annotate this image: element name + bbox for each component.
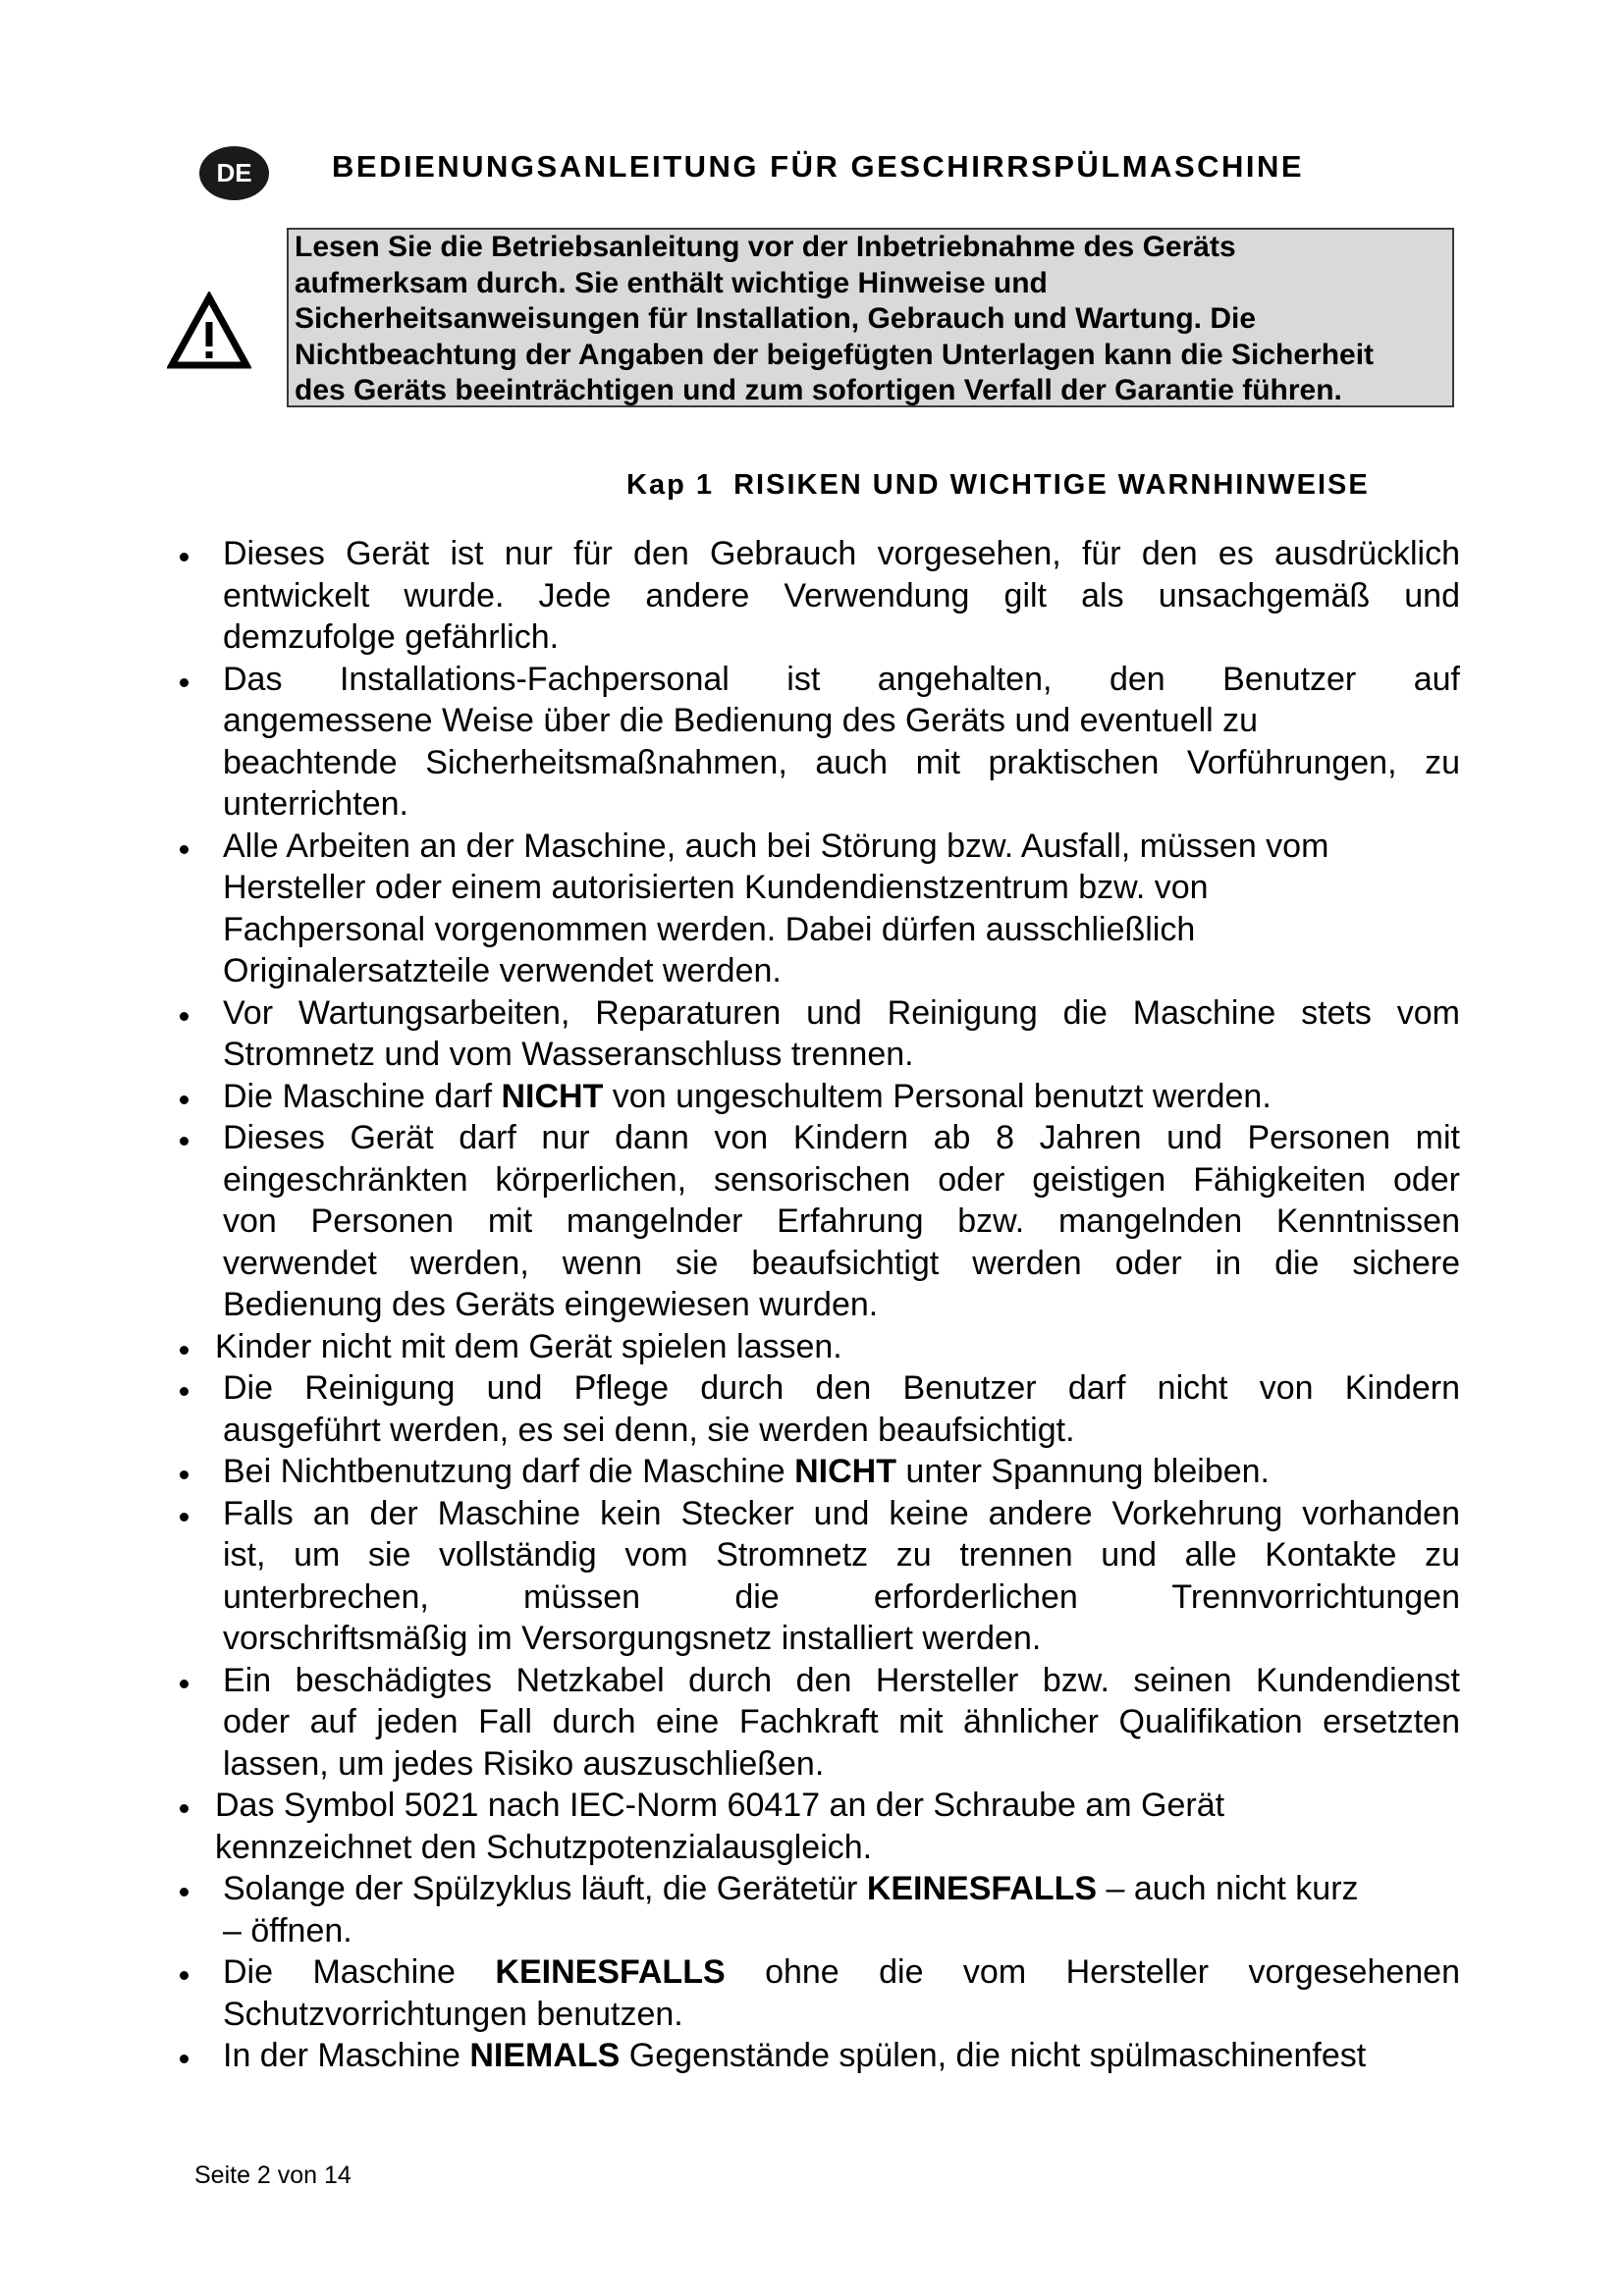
list-item-line <box>223 1868 1460 1910</box>
list-item-line: Schutzvorrichtungen benutzen. <box>223 1995 683 2033</box>
list-item <box>172 1451 1468 1493</box>
list-item-line: eingeschränkten körperlichen, sensorischen oder geistigen Fähigkeiten oder <box>223 1160 1460 1199</box>
list-item-line: Dieses Gerät ist nur für den Gebrauch vorgesehen, für den es ausdrücklich <box>223 535 1460 572</box>
notice-line: Nichtbeachtung der Angaben der beigefügten Unterlagen kann die Sicherheit <box>295 338 1375 371</box>
list-item-line: demzufolge gefährlich. <box>223 618 560 656</box>
warning-list <box>172 533 1468 2077</box>
list-item-line: unterbrechen, müssen die erforderlichen Trennvorrichtungen <box>223 1577 1460 1616</box>
list-item <box>172 2035 1468 2077</box>
emphasis-text: KEINESFALLS <box>866 1870 1098 1907</box>
list-item-line: unterrichten. <box>223 785 408 823</box>
bullet-icon <box>180 678 189 687</box>
list-item <box>172 1660 1468 1786</box>
line-text: Die Maschine <box>223 1953 496 1991</box>
list-item-line <box>223 1951 1460 1994</box>
chapter-heading <box>626 469 1370 502</box>
list-item-line: vorschriftsmäßig im Versorgungsnetz installiert werden. <box>223 1620 1042 1657</box>
list-item-line: angemessene Weise über die Bedienung des Geräts und eventuell zu <box>223 702 1259 739</box>
bullet-icon <box>180 1346 189 1355</box>
list-item <box>172 1951 1468 2035</box>
bullet-icon <box>180 1804 189 1813</box>
list-item-line: Vor Wartungsarbeiten, Reparaturen und Reinigung die Maschine stets vom <box>223 993 1460 1032</box>
chapter-number: Kap 1 <box>626 469 714 501</box>
line-text: ohne die vom Hersteller vorgesehenen <box>725 1953 1460 1991</box>
list-item-line: Alle Arbeiten an der Maschine, auch bei Störung bzw. Ausfall, müssen vom <box>223 827 1329 865</box>
notice-line: des Geräts beeinträchtigen und zum sofortigen Verfall der Garantie führen. <box>295 374 1342 406</box>
list-item-line: ausgeführt werden, es sei denn, sie werden beaufsichtigt. <box>223 1411 1075 1449</box>
line-text: Solange der Spülzyklus läuft, die Gerätetür <box>223 1870 867 1907</box>
list-item-line: Ein beschädigtes Netzkabel durch den Hersteller bzw. seinen Kundendienst <box>223 1661 1460 1699</box>
list-item-line <box>223 1076 1460 1118</box>
list-item <box>172 1117 1468 1326</box>
list-item <box>172 1493 1468 1660</box>
list-item-line: Bedienung des Geräts eingewiesen wurden. <box>223 1286 879 1323</box>
list-item <box>172 1076 1468 1118</box>
list-item-line: ist, um sie vollständig vom Stromnetz zu trennen und alle Kontakte zu <box>223 1536 1460 1574</box>
emphasis-text: NICHT <box>501 1077 604 1115</box>
list-item <box>172 1367 1468 1451</box>
list-item-line: oder auf jeden Fall durch eine Fachkraft mit ähnlicher Qualifikation ersetzten <box>223 1703 1460 1740</box>
safety-notice-box <box>287 228 1454 407</box>
bullet-icon <box>180 1513 189 1522</box>
list-item <box>172 533 1468 659</box>
notice-line: Lesen Sie die Betriebsanleitung vor der Inbetriebnahme des Geräts <box>295 231 1236 263</box>
list-item <box>172 1326 1468 1368</box>
bullet-icon <box>180 1012 189 1021</box>
list-item-line: – öffnen. <box>223 1911 352 1949</box>
line-text: Die Maschine darf <box>223 1077 502 1115</box>
bullet-icon <box>180 1387 189 1396</box>
list-item-line: beachtende Sicherheitsmaßnahmen, auch mit praktischen Vorführungen, zu <box>223 743 1460 781</box>
list-item-line: Stromnetz und vom Wasseranschluss trennen. <box>223 1036 914 1073</box>
bullet-icon <box>180 1095 189 1104</box>
line-text: von ungeschultem Personal benutzt werden. <box>603 1077 1272 1115</box>
list-item-line: lassen, um jedes Risiko auszuschließen. <box>223 1744 825 1783</box>
document-title: BEDIENUNGSANLEITUNG FÜR GESCHIRRSPÜLMASCHINE <box>332 149 1305 184</box>
list-item-line: Originalersatzteile verwendet werden. <box>223 952 782 989</box>
bullet-icon <box>180 1470 189 1479</box>
bullet-icon <box>180 1888 189 1896</box>
warning-triangle-icon <box>167 292 251 370</box>
list-item-line: Kinder nicht mit dem Gerät spielen lassen. <box>215 1327 842 1365</box>
chapter-title: RISIKEN UND WICHTIGE WARNHINWEISE <box>733 469 1370 501</box>
list-item-line: Das Symbol 5021 nach IEC-Norm 60417 an der Schraube am Gerät <box>215 1787 1225 1824</box>
line-text: In der Maschine <box>223 2037 470 2074</box>
list-item-line: Die Reinigung und Pflege durch den Benutzer darf nicht von Kindern <box>223 1369 1460 1407</box>
list-item-line: Fachpersonal vorgenommen werden. Dabei dürfen ausschließlich <box>223 910 1196 948</box>
list-item-line: von Personen mit mangelnder Erfahrung bzw. mangelnden Kenntnissen <box>223 1202 1460 1240</box>
list-item-line: kennzeichnet den Schutzpotenzialausgleich. <box>215 1828 873 1866</box>
emphasis-text: NIEMALS <box>469 2037 621 2074</box>
list-item <box>172 1785 1468 1868</box>
page-number: Seite 2 von 14 <box>194 2162 352 2189</box>
bullet-icon <box>180 2055 189 2063</box>
list-item-line <box>223 2035 1460 2077</box>
bullet-icon <box>180 553 189 561</box>
list-item-line: Dieses Gerät darf nur dann von Kindern ab 8 Jahren und Personen mit <box>223 1119 1460 1156</box>
notice-line: aufmerksam durch. Sie enthält wichtige Hinweise und <box>295 266 1048 299</box>
line-text: Gegenstände spülen, die nicht spülmaschinenfest <box>620 2037 1367 2074</box>
list-item-line: Hersteller oder einem autorisierten Kundendienstzentrum bzw. von <box>223 869 1209 906</box>
notice-line: Sicherheitsanweisungen für Installation, Gebrauch und Wartung. Die <box>295 302 1257 335</box>
line-text: Bei Nichtbenutzung darf die Maschine <box>223 1453 795 1490</box>
list-item-line: Falls an der Maschine kein Stecker und keine andere Vorkehrung vorhanden <box>223 1494 1460 1532</box>
emphasis-text: NICHT <box>794 1453 897 1490</box>
emphasis-text: KEINESFALLS <box>495 1953 726 1991</box>
language-badge: DE <box>199 146 269 200</box>
bullet-icon <box>180 1680 189 1688</box>
list-item-line: Das Installations-Fachpersonal ist angehalten, den Benutzer auf <box>223 660 1460 698</box>
bullet-icon <box>180 845 189 854</box>
list-item <box>172 1868 1468 1951</box>
list-item-line <box>223 1451 1460 1493</box>
list-item-line: verwendet werden, wenn sie beaufsichtigt werden oder in die sichere <box>223 1244 1460 1282</box>
list-item <box>172 659 1468 826</box>
line-text: – auch nicht kurz <box>1097 1870 1359 1907</box>
list-item-line: entwickelt wurde. Jede andere Verwendung gilt als unsachgemäß und <box>223 576 1460 614</box>
bullet-icon <box>180 1137 189 1146</box>
list-item <box>172 992 1468 1076</box>
bullet-icon <box>180 1971 189 1980</box>
list-item <box>172 826 1468 992</box>
line-text: unter Spannung bleiben. <box>896 1453 1270 1490</box>
